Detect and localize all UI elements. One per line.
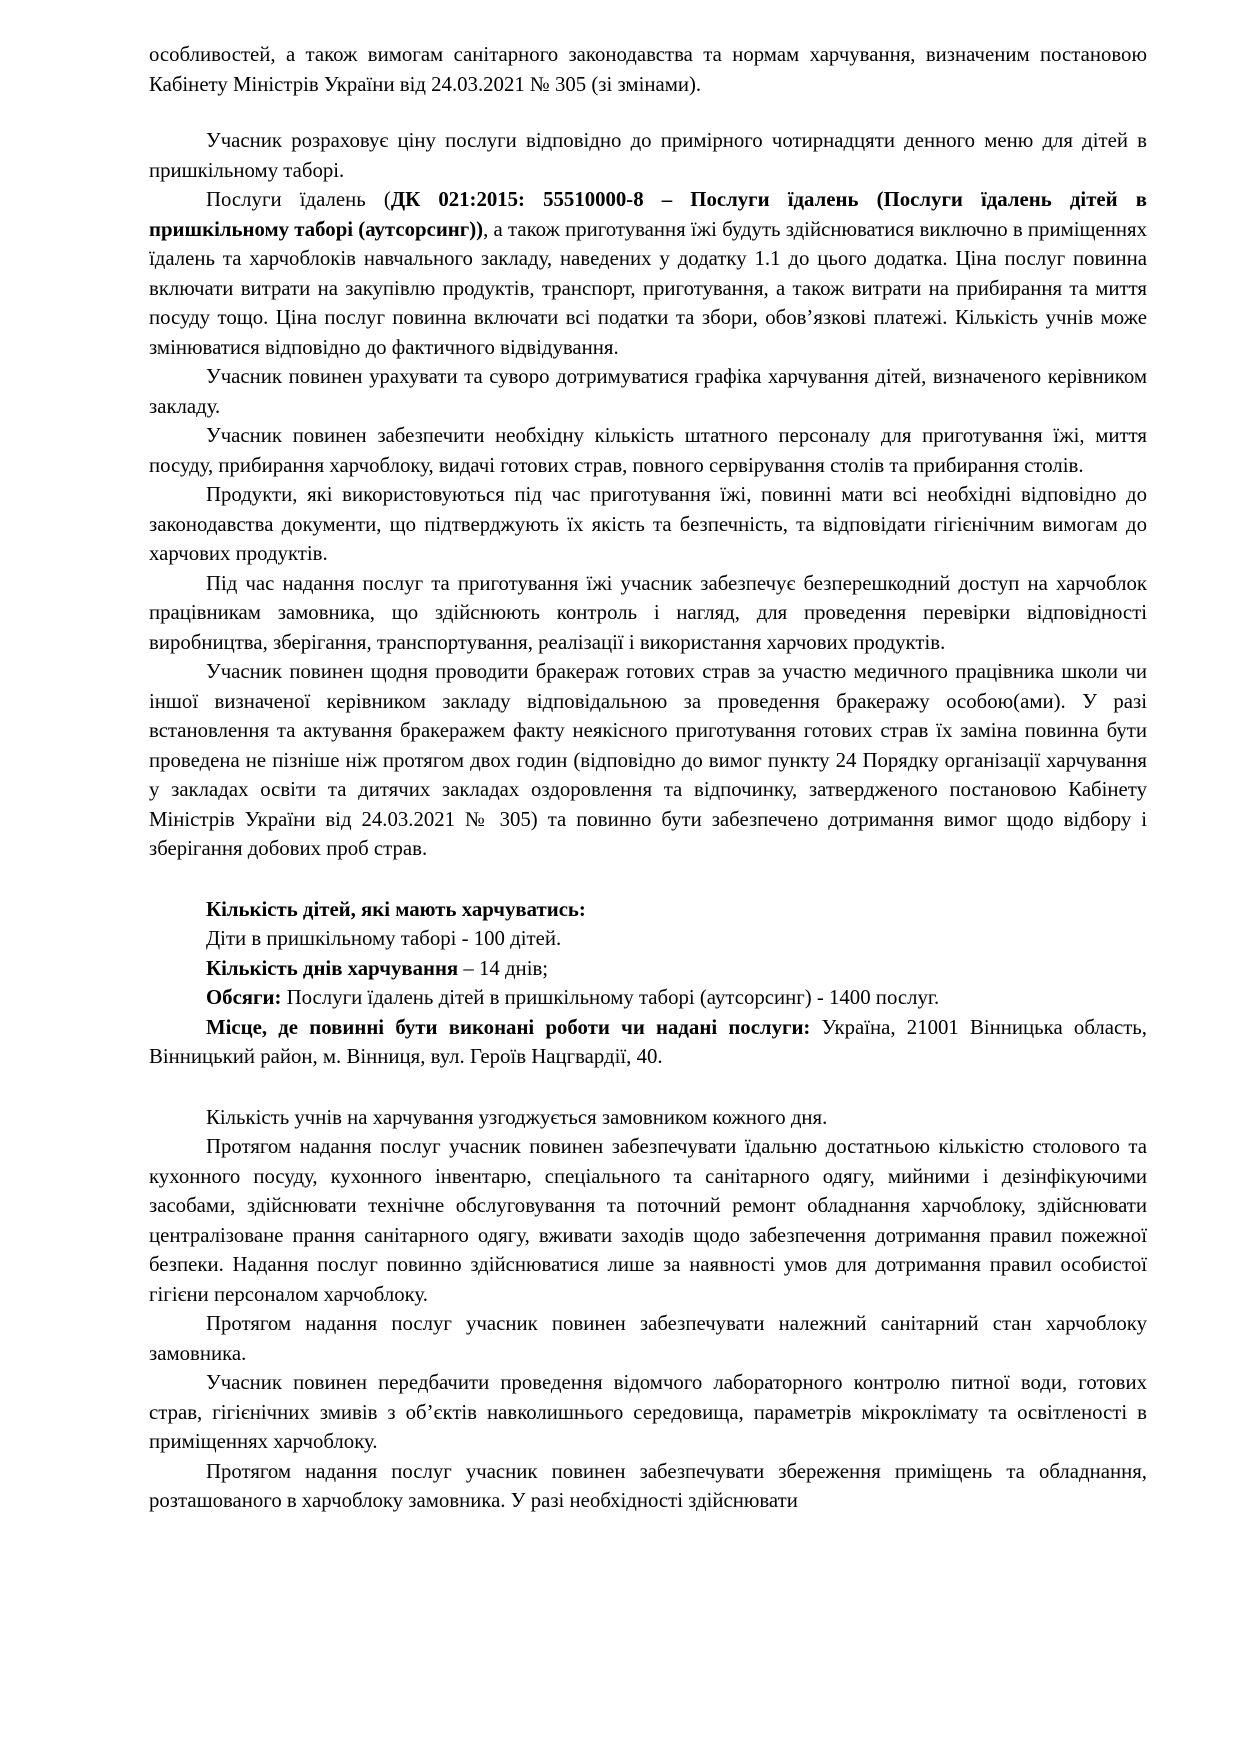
paragraph-continuation: особливостей, а також вимогам санітарного законодавства та нормам харчування, визначеним постановою Кабінету Міністрів України від 24.03.2021 № 305 (зі змінами). xyxy=(149,43,1147,96)
cpv-code-bold: ДК 021:2015: 55510000-8 – Послуги їдалень (Послуги їдалень дітей в пришкільному таборі (аутсорсинг)) xyxy=(149,188,1148,241)
place-label: Місце, де повинні бути виконані роботи чи надані послуги: xyxy=(206,1015,811,1039)
paragraph-lab-control: Учасник повинен передбачити проведення відомчого лабораторного контролю питної води, готових страв, гігієнічних змивів з об’єктів навколишнього середовища, параметрів мікроклімату та освітленості в приміщеннях харчоблоку. xyxy=(149,1371,1147,1453)
children-heading xyxy=(149,895,1147,925)
volume-line xyxy=(149,983,1147,1013)
volume-label: Обсяги: xyxy=(206,986,282,1009)
children-heading-text: Кількість дітей, які мають харчуватись: xyxy=(206,897,586,921)
paragraph-staff: Учасник повинен забезпечити необхідну кількість штатного персоналу для приготування їжі, миття посуду, прибирання харчоблоку, видачі готових страв, повного сервірування столів та прибирання столів. xyxy=(149,424,1147,477)
paragraph-sanitary: Протягом надання послуг учасник повинен забезпечувати належний санітарний стан харчоблоку замовника. xyxy=(149,1312,1147,1365)
volume-value: Послуги їдалень дітей в пришкільному таборі (аутсорсинг) - 1400 послуг. xyxy=(281,986,940,1009)
paragraph-quality-control: Учасник повинен щодня проводити бракераж готових страв за участю медичного працівника школи чи іншої визначеної керівником закладу відповідальною за проведення бракеражу особою(ами). У разі встановлення та актування бракеражем факту неякісного приготування готових страв їх заміна повинна бути проведена не пізніше ніж протягом двох годин (відповідно до вимог пункту 24 Порядку організації харчування у закладах освіти та дитячих закладах оздоровлення та відпочинку, затвердженого постановою Кабінету Міністрів України від 24.03.2021 № 305) та повинно бути забезпечено дотримання вимог щодо відбору і зберігання добових проб страв. xyxy=(149,660,1147,860)
place-line xyxy=(149,1013,1147,1072)
days-value: – 14 днів; xyxy=(458,956,549,980)
paragraph-price-calculation: Учасник розраховує ціну послуги відповідно до примірного чотирнадцяти денного меню для дітей в пришкільному таборі. xyxy=(149,129,1147,182)
paragraph-products: Продукти, які використовуються під час приготування їжі, повинні мати всі необхідні відповідно до законодавства документи, що підтверджують їх якість та безпечність, та відповідати гігієнічним вимогам до харчових продуктів. xyxy=(149,483,1147,565)
paragraph-daily-count: Кількість учнів на харчування узгоджується замовником кожного дня. xyxy=(206,1105,828,1129)
paragraph-equipment: Протягом надання послуг учасник повинен забезпечувати їдальню достатньою кількістю столового та кухонного посуду, кухонного інвентарю, спеціального та санітарного одягу, мийними і дезінфікуючими засобами, здійснювати технічне обслуговування та поточний ремонт обладнання харчоблоку, здійснювати централізоване прання санітарного одягу, вживати заходів щодо забезпечення дотримання правил пожежної безпеки. Надання послуг повинно здійснюватися лише за наявності умов для дотримання правил особистої гігієни персоналом харчоблоку. xyxy=(149,1135,1147,1306)
children-count-line: Діти в пришкільному таборі - 100 дітей. xyxy=(206,927,562,950)
paragraph-access: Під час надання послуг та приготування їжі учасник забезпечує безперешкодний доступ на харчоблок працівникам замовника, що здійснюють контроль і нагляд, для проведення перевірки відповідності виробництва, зберігання, транспортування, реалізації і використання харчових продуктів. xyxy=(149,571,1147,654)
canteen-services-body: , а також приготування їжі будуть здійснюватися виключно в приміщеннях їдалень та харчоблоків навчального закладу, наведених у додатку 1.1 до цього додатка. Ціна послуг повинна включати витрати на закупівлю продуктів, транспорт, приготування, а також витрати на прибирання та миття посуду тощо. Ціна послуг повинна включати всі податки та збори, обов’язкові платежі. Кількість учнів може змінюватися відповідно до фактичного відвідування. xyxy=(149,217,1147,359)
days-label: Кількість днів харчування xyxy=(206,956,459,980)
spacer xyxy=(149,99,1147,126)
spacer xyxy=(149,864,1147,895)
days-line xyxy=(149,954,1147,984)
spacer xyxy=(149,1072,1147,1103)
paragraph-schedule: Учасник повинен урахувати та суворо дотримуватися графіка харчування дітей, визначеного керівником закладу. xyxy=(149,365,1147,418)
paragraph-premises: Протягом надання послуг учасник повинен забезпечувати збереження приміщень та обладнання, розташованого в харчоблоку замовника. У разі необхідності здійснювати xyxy=(149,1459,1147,1512)
paragraph-canteen-services xyxy=(149,185,1147,362)
place-value: Україна, 21001 Вінницька область, Вінницький район, м. Вінниця, вул. Героїв Нацгвардії, 40. xyxy=(149,1015,1147,1068)
canteen-services-intro: Послуги їдалень ( xyxy=(206,188,391,211)
